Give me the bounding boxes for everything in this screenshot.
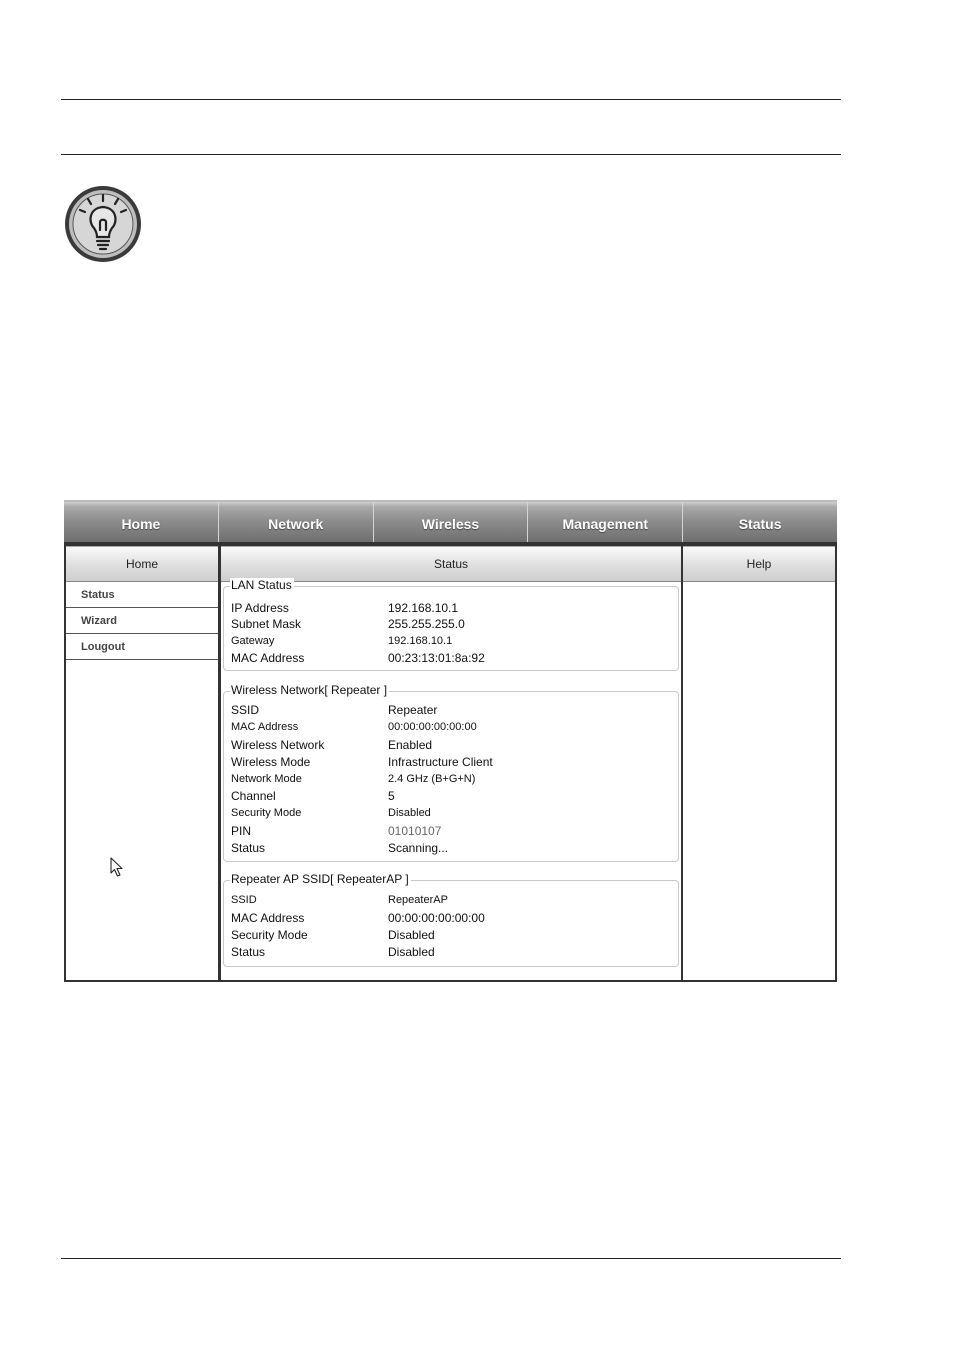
row-label: Gateway	[231, 635, 275, 647]
tab-management[interactable]: Management	[528, 502, 683, 542]
row-value: 01010107	[388, 824, 442, 838]
row-label: MAC Address	[231, 721, 299, 733]
sidebar-item-logout[interactable]: Lougout	[66, 634, 218, 660]
tab-status[interactable]: Status	[738, 516, 782, 532]
sidebar-header: Home	[66, 546, 218, 582]
group-title: Wireless Network[ Repeater ]	[231, 683, 388, 697]
row-label: Subnet Mask	[231, 617, 302, 631]
status-row	[231, 841, 671, 856]
status-row	[231, 806, 671, 821]
row-label: SSID	[231, 894, 257, 906]
status-row	[231, 772, 671, 787]
row-value: Infrastructure Client	[388, 755, 493, 769]
row-label: PIN	[231, 824, 252, 838]
group-title: LAN Status	[231, 578, 292, 592]
status-panel-header: Status	[221, 546, 681, 582]
top-navigation	[64, 500, 837, 542]
row-value: RepeaterAP	[388, 894, 448, 906]
status-row	[231, 824, 671, 839]
row-value: Disabled	[388, 945, 435, 959]
row-value: 5	[388, 789, 395, 803]
row-label: Wireless Mode	[231, 755, 311, 769]
status-row	[231, 893, 671, 908]
sidebar-item-status[interactable]: Status	[66, 582, 218, 608]
row-value: 192.168.10.1	[388, 601, 459, 615]
help-panel-header: Help	[683, 546, 835, 582]
tab-wireless[interactable]: Wireless	[374, 502, 529, 542]
tab-home[interactable]: Home	[64, 502, 219, 542]
sidebar-item-wizard[interactable]: Wizard	[66, 608, 218, 634]
status-row	[231, 651, 671, 666]
row-label: Status	[231, 945, 266, 959]
status-row	[231, 911, 671, 926]
tab-network[interactable]: Network	[219, 502, 374, 542]
status-panel	[219, 546, 683, 982]
status-row	[231, 738, 671, 753]
status-row	[231, 720, 671, 735]
row-label: IP Address	[231, 601, 289, 615]
repeater-ap-group	[223, 872, 679, 967]
left-sidebar	[64, 546, 220, 982]
mouse-pointer-icon	[110, 857, 124, 877]
row-label: Channel	[231, 789, 276, 803]
row-value: Disabled	[388, 807, 431, 819]
status-row	[231, 617, 671, 632]
row-value: 00:00:00:00:00:00	[388, 721, 477, 733]
group-title: Repeater AP SSID[ RepeaterAP ]	[231, 872, 409, 886]
header-rule-bottom	[61, 154, 841, 155]
row-value: 255.255.255.0	[388, 617, 465, 631]
status-row	[231, 945, 671, 960]
status-row	[231, 755, 671, 770]
header-rule-top	[61, 99, 841, 100]
router-ui	[64, 500, 837, 982]
wireless-network-group	[223, 683, 679, 862]
status-row	[231, 634, 671, 649]
row-label: SSID	[231, 703, 260, 717]
status-row	[231, 928, 671, 943]
lightbulb-icon	[63, 184, 143, 264]
row-value: 00:00:00:00:00:00	[388, 911, 485, 925]
row-value: Scanning...	[388, 841, 449, 855]
row-label: Security Mode	[231, 928, 308, 942]
row-value: Disabled	[388, 928, 435, 942]
row-label: Security Mode	[231, 807, 302, 819]
row-label: Status	[231, 841, 266, 855]
help-panel	[681, 546, 837, 982]
row-label: MAC Address	[231, 651, 305, 665]
row-label: Network Mode	[231, 773, 302, 785]
row-value: 00:23:13:01:8a:92	[388, 651, 485, 665]
row-label: Wireless Network	[231, 738, 325, 752]
status-row	[231, 601, 671, 616]
row-value: Enabled	[388, 738, 433, 752]
footer-rule	[61, 1258, 841, 1259]
status-row	[231, 703, 671, 718]
row-value: 192.168.10.1	[388, 635, 453, 647]
row-value: Repeater	[388, 703, 438, 717]
status-row	[231, 789, 671, 804]
lan-status-group	[223, 578, 679, 671]
row-value: 2.4 GHz (B+G+N)	[388, 773, 476, 785]
row-label: MAC Address	[231, 911, 305, 925]
